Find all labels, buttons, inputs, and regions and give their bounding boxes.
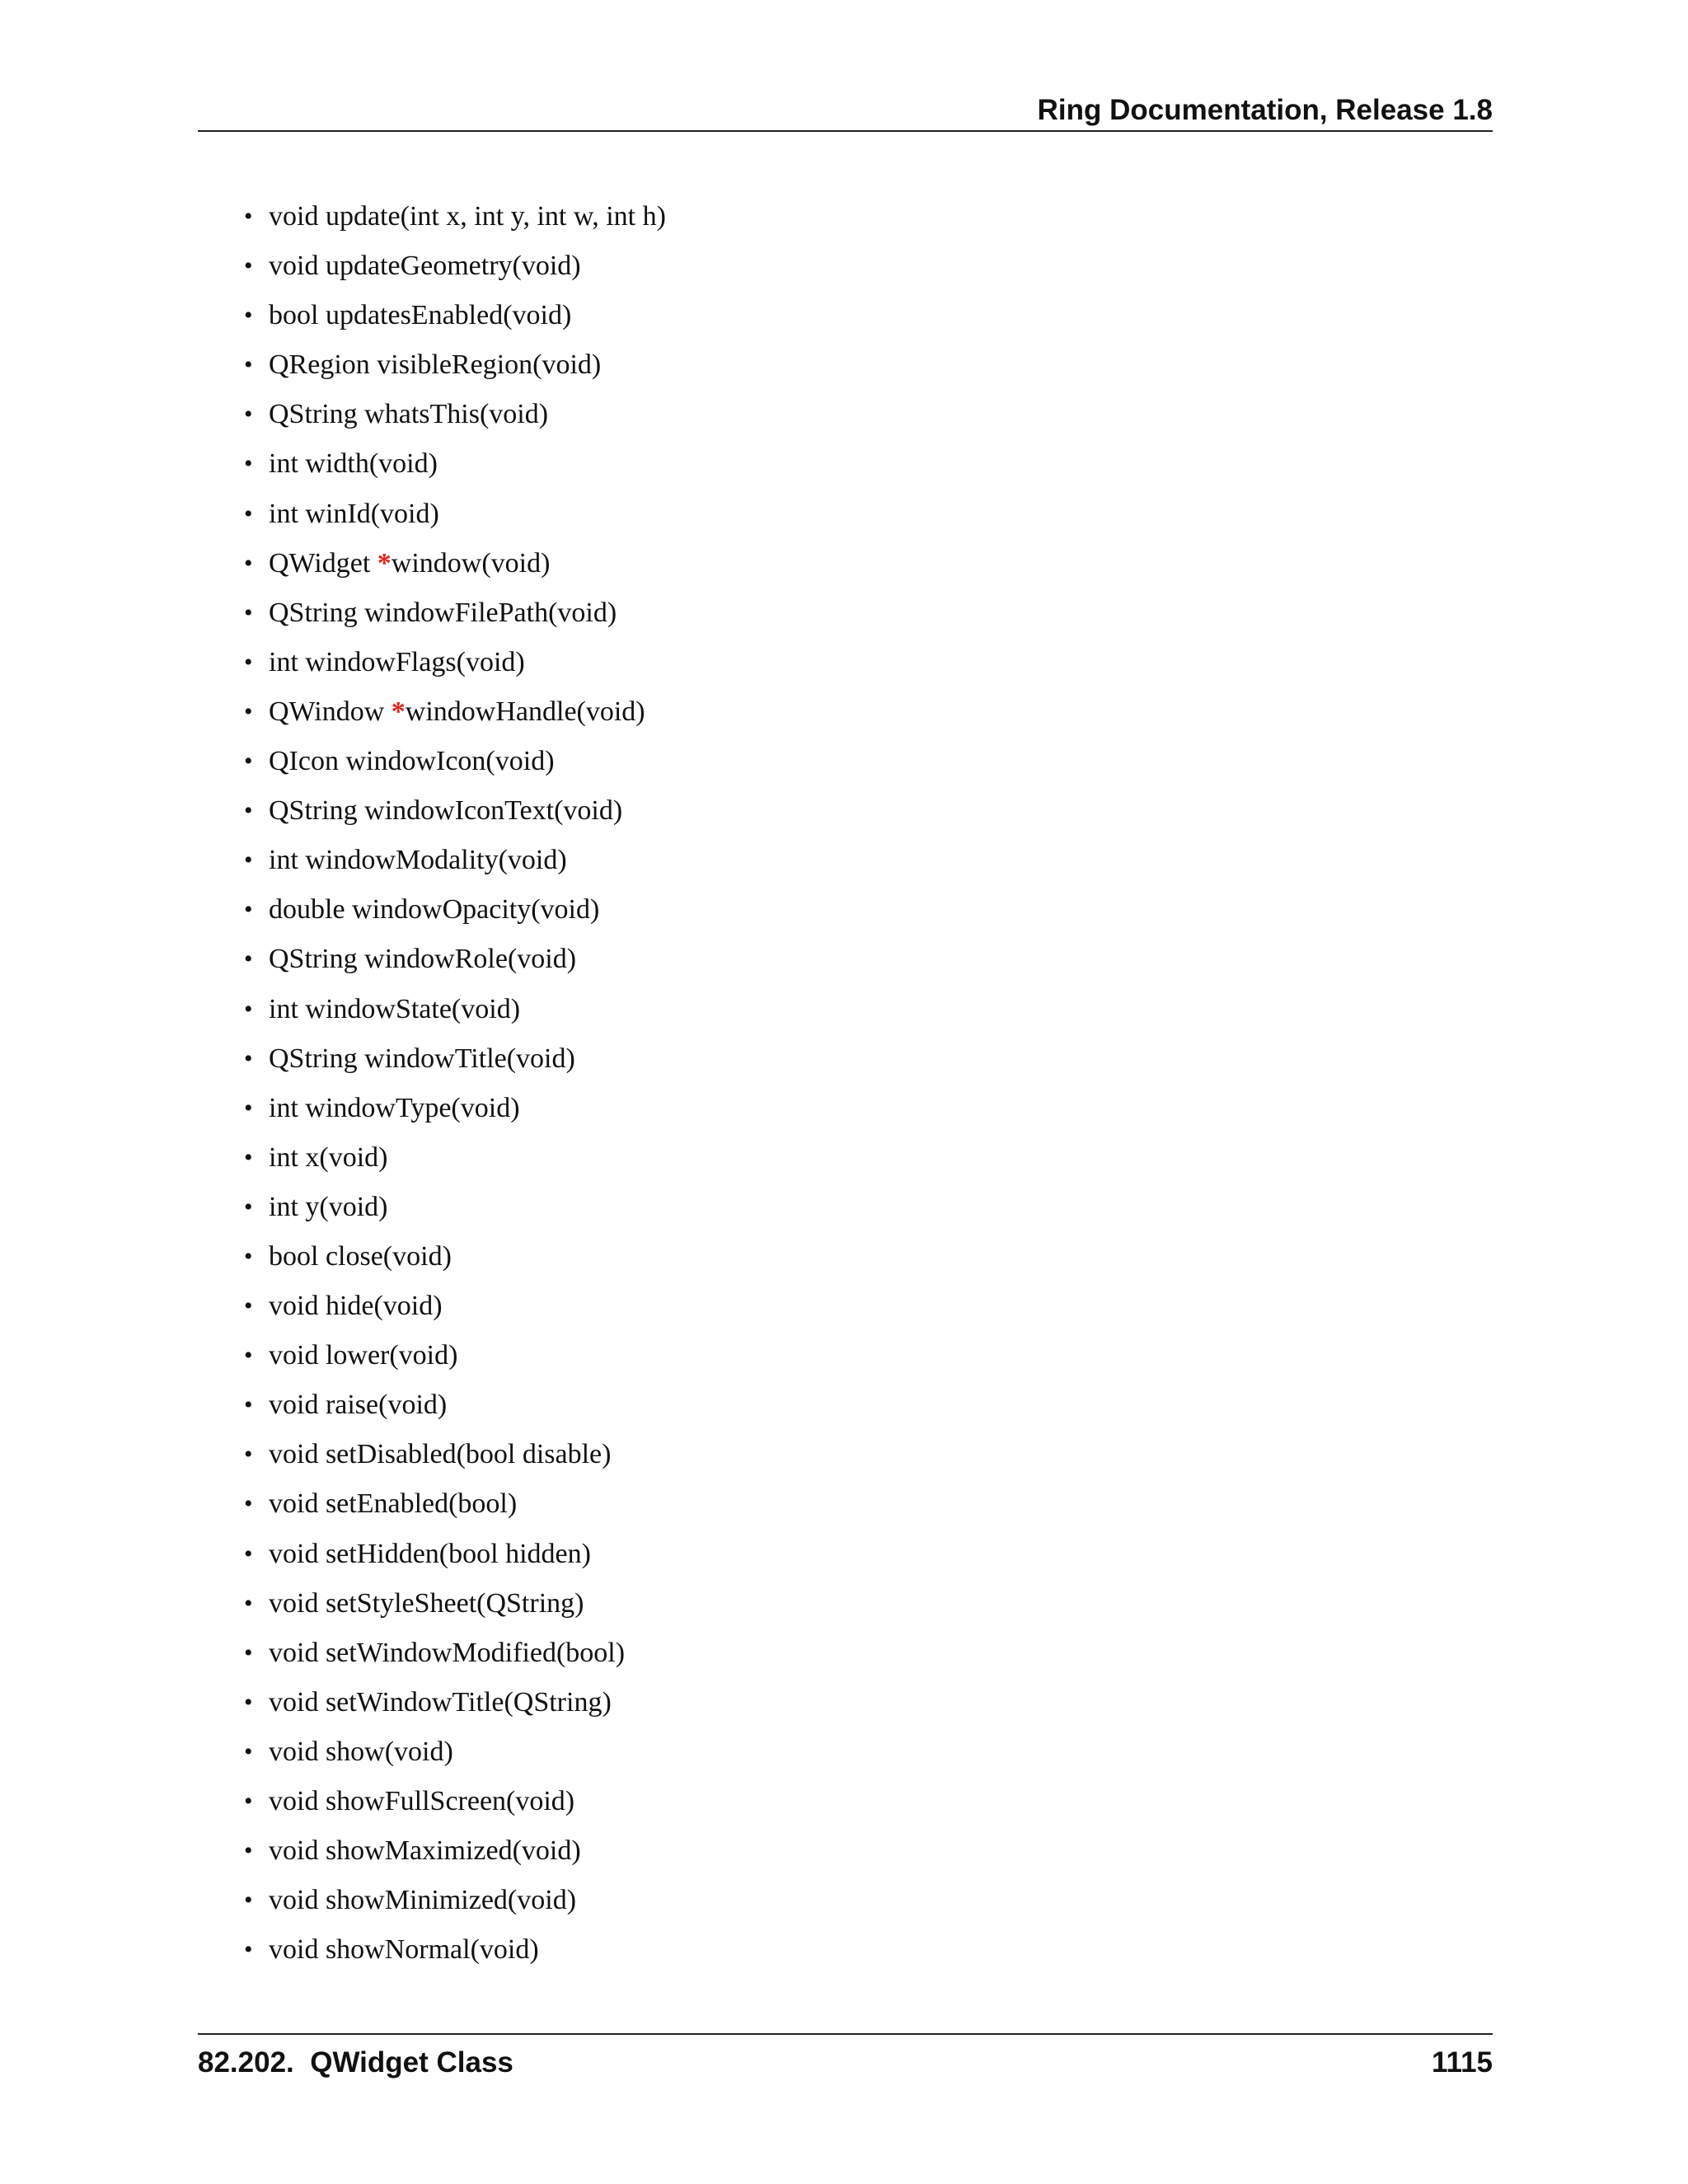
list-item xyxy=(244,1777,666,1826)
list-item xyxy=(244,192,666,241)
page-number: 1115 xyxy=(1432,2046,1493,2079)
method-signature: int windowModality(void) xyxy=(269,845,567,876)
list-item xyxy=(244,291,666,340)
bullet-icon: • xyxy=(244,1886,253,1915)
method-signature: void show(void) xyxy=(269,1736,453,1767)
list-item xyxy=(244,1629,666,1678)
method-return-type: QWidget xyxy=(269,547,377,579)
list-item xyxy=(244,935,666,984)
list-item xyxy=(244,1380,666,1430)
list-item xyxy=(244,1084,666,1133)
list-item xyxy=(244,737,666,786)
bullet-icon: • xyxy=(244,1837,253,1865)
method-signature: void showMinimized(void) xyxy=(269,1885,577,1916)
method-signature: int y(void) xyxy=(269,1191,388,1222)
list-item xyxy=(244,1530,666,1579)
list-item xyxy=(244,885,666,935)
method-name: window(void) xyxy=(391,547,551,579)
list-item xyxy=(244,1331,666,1380)
bullet-icon: • xyxy=(244,1589,253,1617)
bullet-icon: • xyxy=(244,1788,253,1815)
list-item xyxy=(244,1876,666,1925)
list-item xyxy=(244,638,666,687)
method-signature: int windowType(void) xyxy=(269,1092,520,1123)
list-item xyxy=(244,1282,666,1331)
method-signature: int width(void) xyxy=(269,448,438,480)
bullet-icon: • xyxy=(244,499,253,527)
list-item xyxy=(244,241,666,291)
method-signature: void updateGeometry(void) xyxy=(269,251,581,282)
method-signature: QIcon windowIcon(void) xyxy=(269,746,555,777)
method-signature: void hide(void) xyxy=(269,1291,443,1322)
method-signature: int windowFlags(void) xyxy=(269,646,525,677)
method-name: windowHandle(void) xyxy=(405,696,645,727)
bullet-icon: • xyxy=(244,1193,253,1221)
bullet-icon: • xyxy=(244,748,253,776)
list-item xyxy=(244,786,666,836)
list-item xyxy=(244,1183,666,1232)
method-signature: QString windowRole(void) xyxy=(269,944,577,975)
method-signature: bool updatesEnabled(void) xyxy=(269,300,572,331)
method-signature: void setEnabled(bool) xyxy=(269,1488,518,1520)
bullet-icon: • xyxy=(244,252,253,280)
bullet-icon: • xyxy=(244,1342,253,1370)
bullet-icon: • xyxy=(244,1242,253,1270)
bullet-icon: • xyxy=(244,203,253,230)
bullet-icon: • xyxy=(244,401,253,429)
list-item xyxy=(244,340,666,390)
bullet-icon: • xyxy=(244,1936,253,1964)
list-item xyxy=(244,1727,666,1777)
list-item xyxy=(244,1826,666,1876)
bullet-icon: • xyxy=(244,1490,253,1518)
method-signature: void showFullScreen(void) xyxy=(269,1786,575,1816)
method-signature: void update(int x, int y, int w, int h) xyxy=(269,201,666,232)
bullet-icon: • xyxy=(244,1540,253,1568)
bullet-icon: • xyxy=(244,846,253,874)
method-list xyxy=(244,192,666,1975)
list-item xyxy=(244,1678,666,1727)
method-signature: double windowOpacity(void) xyxy=(269,894,600,926)
list-item xyxy=(244,390,666,439)
bullet-icon: • xyxy=(244,598,253,626)
method-signature: void showNormal(void) xyxy=(269,1934,539,1966)
list-item xyxy=(244,539,666,588)
list-item xyxy=(244,588,666,638)
method-signature: int winId(void) xyxy=(269,498,439,529)
method-signature: QString whatsThis(void) xyxy=(269,399,549,430)
pointer-marker: * xyxy=(391,696,406,727)
bullet-icon: • xyxy=(244,302,253,330)
bullet-icon: • xyxy=(244,995,253,1023)
method-signature: QString windowTitle(void) xyxy=(269,1043,575,1074)
bullet-icon: • xyxy=(244,945,253,973)
method-return-type: QWindow xyxy=(269,696,392,727)
list-item xyxy=(244,1034,666,1084)
list-item xyxy=(244,490,666,539)
list-item xyxy=(244,1479,666,1529)
method-signature: QString windowFilePath(void) xyxy=(269,597,617,628)
list-item xyxy=(244,1430,666,1479)
section-title: 82.202. QWidget Class xyxy=(198,2046,513,2079)
list-item xyxy=(244,1133,666,1183)
bullet-icon: • xyxy=(244,351,253,379)
method-signature: QRegion visibleRegion(void) xyxy=(269,349,602,381)
bullet-icon: • xyxy=(244,648,253,676)
method-signature: void setHidden(bool hidden) xyxy=(269,1538,591,1569)
method-signature: void setDisabled(bool disable) xyxy=(269,1439,612,1470)
bullet-icon: • xyxy=(244,1044,253,1072)
document-title: Ring Documentation, Release 1.8 xyxy=(1037,94,1493,126)
method-signature: void setWindowTitle(QString) xyxy=(269,1686,612,1718)
bullet-icon: • xyxy=(244,896,253,924)
bullet-icon: • xyxy=(244,1441,253,1469)
bullet-icon: • xyxy=(244,1737,253,1765)
method-signature: void setWindowModified(bool) xyxy=(269,1637,626,1668)
list-item xyxy=(244,1232,666,1282)
bullet-icon: • xyxy=(244,1638,253,1666)
bullet-icon: • xyxy=(244,1094,253,1122)
bullet-icon: • xyxy=(244,549,253,577)
bullet-icon: • xyxy=(244,797,253,825)
method-signature: QString windowIconText(void) xyxy=(269,795,623,827)
bullet-icon: • xyxy=(244,1688,253,1716)
bullet-icon: • xyxy=(244,450,253,478)
method-signature: int x(void) xyxy=(269,1141,388,1173)
page-header xyxy=(198,89,1493,132)
page-footer xyxy=(198,2033,1493,2084)
method-signature: void lower(void) xyxy=(269,1340,458,1371)
bullet-icon: • xyxy=(244,1143,253,1171)
list-item xyxy=(244,687,666,737)
method-signature: void showMaximized(void) xyxy=(269,1835,581,1867)
list-item xyxy=(244,985,666,1034)
list-item xyxy=(244,439,666,489)
method-signature: void setStyleSheet(QString) xyxy=(269,1587,584,1619)
method-signature: void raise(void) xyxy=(269,1390,448,1421)
method-signature: int windowState(void) xyxy=(269,993,521,1024)
bullet-icon: • xyxy=(244,697,253,725)
list-item xyxy=(244,1925,666,1975)
list-item xyxy=(244,836,666,885)
method-signature: bool close(void) xyxy=(269,1240,452,1272)
bullet-icon: • xyxy=(244,1292,253,1320)
pointer-marker: * xyxy=(377,547,392,579)
list-item xyxy=(244,1579,666,1629)
bullet-icon: • xyxy=(244,1391,253,1419)
